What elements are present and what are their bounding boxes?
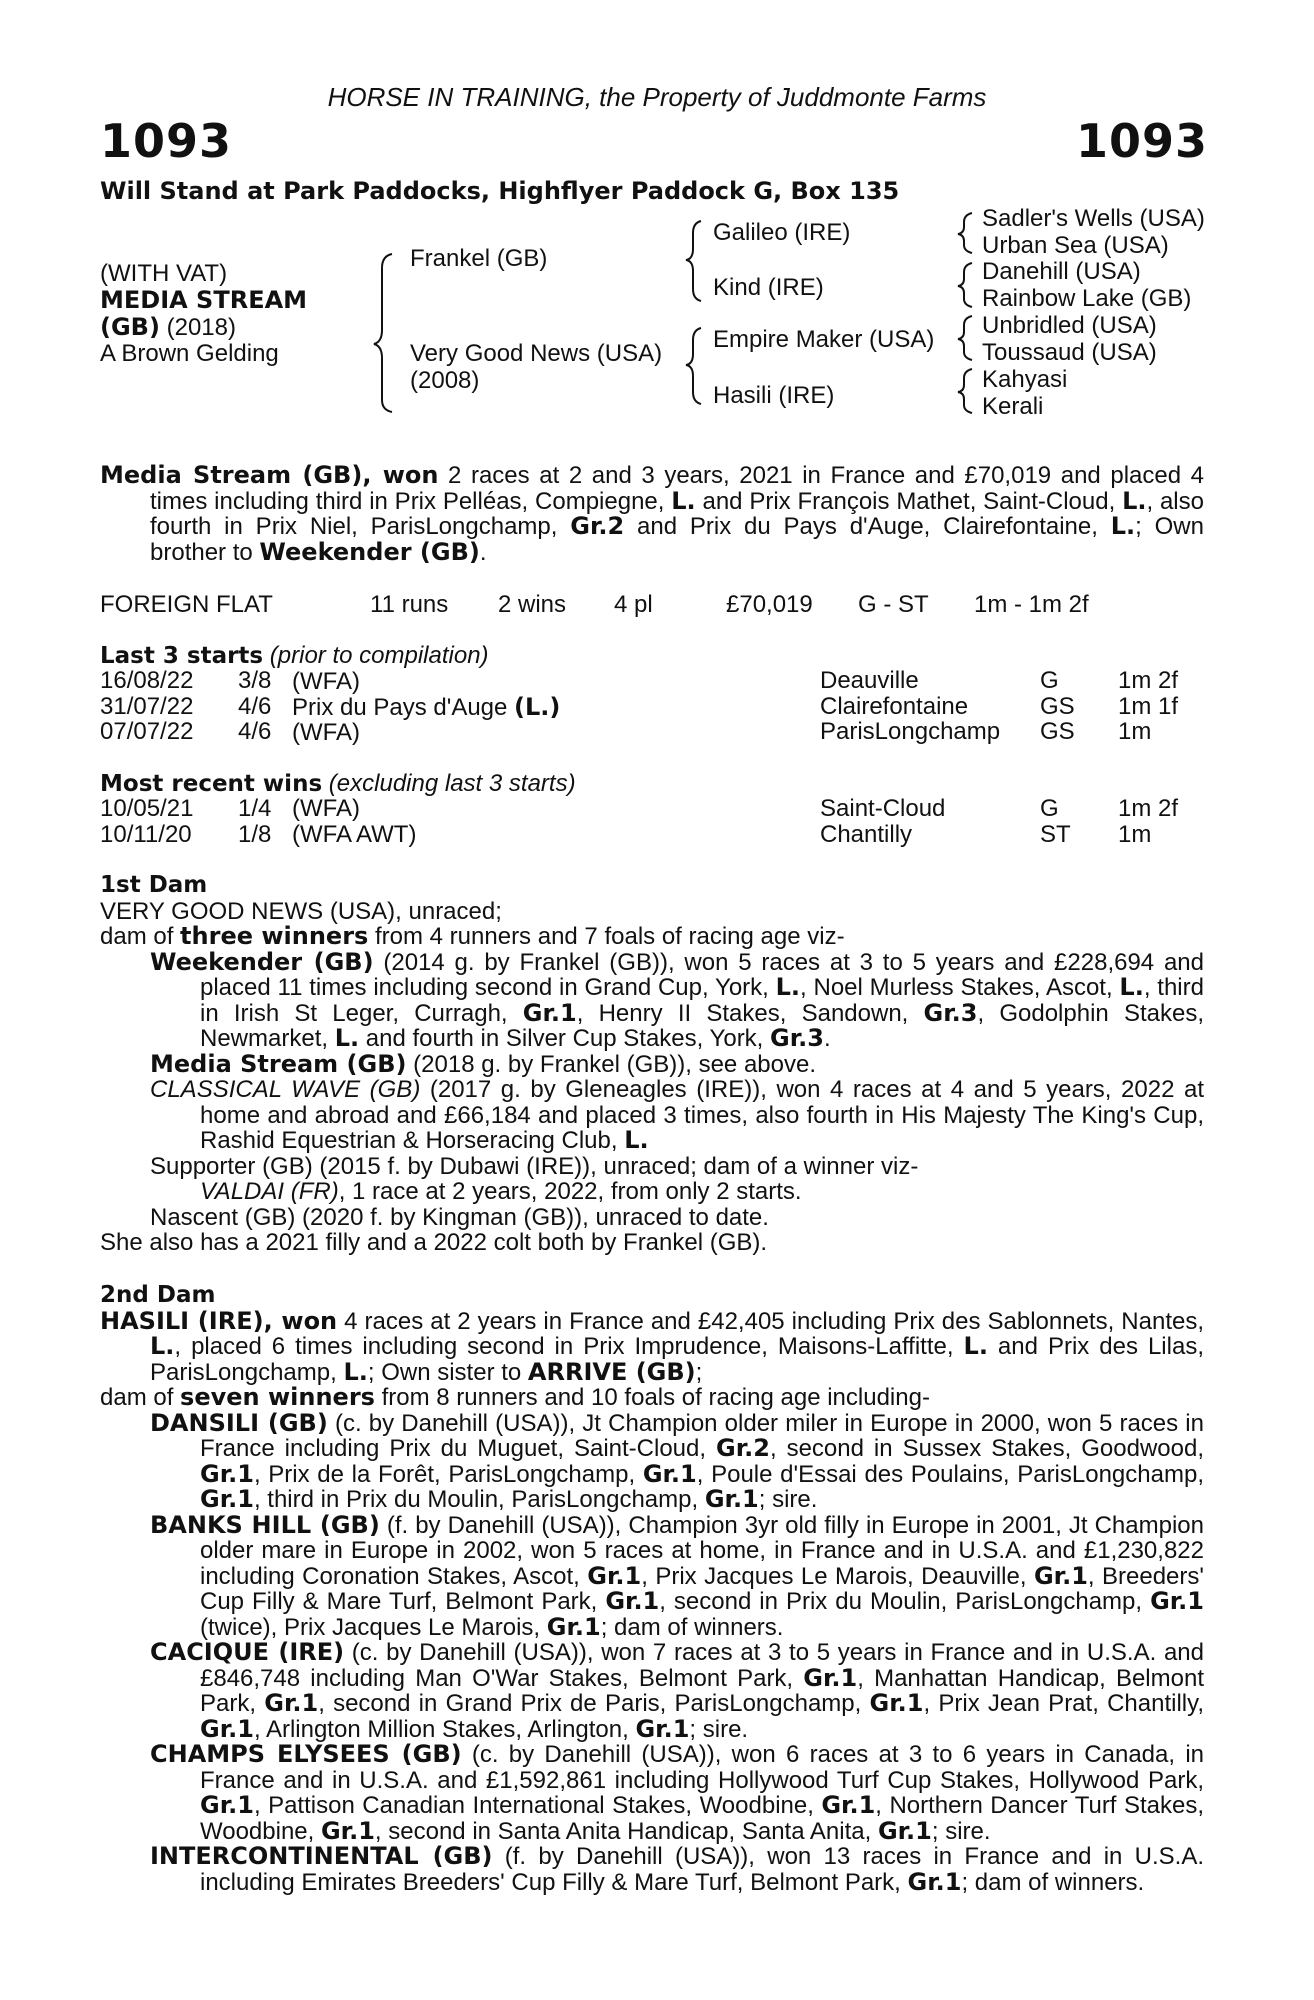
pedigree-dds: Kahyasi <box>982 366 1068 393</box>
row-pos: 1/4 <box>238 795 272 822</box>
progeny-supporter: Supporter (GB) (2015 f. by Dubawi (IRE)), unraced; dam of a winner viz- <box>150 1152 919 1180</box>
second-dam-title: 2nd Dam <box>100 1282 216 1308</box>
progeny-nascent: Nascent (GB) (2020 f. by Kingman (GB)), unraced to date. <box>150 1203 769 1231</box>
row-date: 16/08/22 <box>100 667 194 694</box>
pedigree-sdd: Rainbow Lake (GB) <box>982 285 1192 312</box>
row-going: GS <box>1040 692 1075 720</box>
row-going: G <box>1040 795 1059 822</box>
pedigree-ddd: Kerali <box>982 393 1044 420</box>
horse-origin-year: (GB) (2018) <box>100 313 236 341</box>
pedigree-sds: Danehill (USA) <box>982 258 1141 285</box>
vat-note: (WITH VAT) <box>100 260 228 287</box>
row-pos: 4/6 <box>238 718 272 745</box>
row-pos: 1/8 <box>238 820 272 848</box>
row-race: (WFA) <box>292 668 360 695</box>
progeny-media-stream: Media Stream (GB) (2018 g. by Frankel (GB)), see above. <box>150 1049 817 1078</box>
ff-wins: 2 wins <box>498 591 567 618</box>
row-date: 10/05/21 <box>100 795 194 822</box>
pedigree-sire-sire: Galileo (IRE) <box>713 219 851 246</box>
pedigree-ssd: Urban Sea (USA) <box>982 232 1169 259</box>
ff-distance: 1m - 1m 2f <box>974 591 1089 618</box>
pedigree-dam-dam: Hasili (IRE) <box>713 382 835 409</box>
row-date: 07/07/22 <box>100 718 194 745</box>
progeny-valdai: VALDAI (FR), 1 race at 2 years, 2022, from only 2 starts. <box>200 1178 802 1205</box>
first-dam-title: 1st Dam <box>100 872 208 898</box>
lot-number-right: 1093 <box>1075 114 1208 168</box>
first-dam-section: 1st Dam VERY GOOD NEWS (USA), unraced; dam of three winners from 4 runners and 7 foals of racing age viz- Weekender (GB) (2014 g. by Frankel (GB)), won 5 races at 3 to 5 years and £228,694 and placed 11 times including second in Grand Cup, York, L., Noel Murless Stakes, Ascot, L., third in Irish St Leger, Curragh, Gr.1, Henry II Stakes, Sandown, Gr.3, Godolphin Stakes, Newmarket, L. and fourth in Silver Cup Stakes, York, Gr.3. Media Stream (GB) (2018 g. by Frankel (GB)), see above. CLASSICAL WAVE (GB) (2017 g. by Gleneagles (IRE)), won 4 races at 4 and 5 years, 2022 at home and abroad and £66,184 and placed 3 times, also fourth in His Majesty The King's Cup, Rashid Equestrian & Horseracing Club, L. Supporter (GB) (2015 f. by Dubawi (IRE)), unraced; dam of a winner viz- VALDAI (FR), 1 race at 2 years, 2022, from only 2 starts. Nascent (GB) (2020 f. by Kingman (GB)), unraced to date. She also has a 2021 filly and a 2022 colt both by Frankel (GB). <box>100 872 1205 1256</box>
progeny-banks-hill: BANKS HILL (GB) (f. by Danehill (USA)), Champion 3yr old filly in Europe in 2001, Jt Champion older mare in Europe in 2002, won 5 races at home, in France and in U.S.A. and £1,230,822 including Coronation Stakes, Ascot, Gr.1, Prix Jacques Le Marois, Deauville, Gr.1, Breeders' Cup Filly & Mare Turf, Belmont Park, Gr.1, second in Prix du Moulin, ParisLongchamp, Gr.1 (twice), Prix Jacques Le Marois, Gr.1; dam of winners. <box>150 1510 1204 1641</box>
ff-earnings: £70,019 <box>726 591 813 618</box>
row-going: ST <box>1040 820 1071 848</box>
row-going: GS <box>1040 718 1075 745</box>
row-race: (WFA) <box>292 719 360 746</box>
row-date: 31/07/22 <box>100 692 194 720</box>
ff-runs: 11 runs <box>370 591 449 618</box>
pedigree-dam-sire: Empire Maker (USA) <box>713 326 935 353</box>
ff-label: FOREIGN FLAT <box>100 591 273 618</box>
pedigree-dss: Unbridled (USA) <box>982 312 1157 339</box>
last3-title: Last 3 starts (prior to compilation) <box>100 642 489 669</box>
horse-name: MEDIA STREAM <box>100 286 308 314</box>
pedigree-dam-year: (2008) <box>410 367 480 394</box>
pedigree-dam: Very Good News (USA) <box>410 340 663 367</box>
lot-number-left: 1093 <box>100 114 233 168</box>
row-race: (WFA AWT) <box>292 820 417 848</box>
horse-description: A Brown Gelding <box>100 340 279 367</box>
progeny-classical-wave: CLASSICAL WAVE (GB) (2017 g. by Gleneagles (IRE)), won 4 races at 4 and 5 years, 2022 at home and abroad and £66,184 and placed 3 times, also fourth in His Majesty The King's Cup, Rashid Equestrian & Horseracing Club, L. <box>150 1076 1204 1154</box>
ff-placed: 4 pl <box>614 591 653 618</box>
progeny-weekender: Weekender (GB) (2014 g. by Frankel (GB)), won 5 races at 3 to 5 years and £228,694 and placed 11 times including second in Grand Cup, York, L., Noel Murless Stakes, Ascot, L., third in Irish St Leger, Curragh, Gr.1, Henry II Stakes, Sandown, Gr.3, Godolphin Stakes, Newmarket, L. and fourth in Silver Cup Stakes, York, Gr.3. <box>150 947 1205 1052</box>
pedigree-sss: Sadler's Wells (USA) <box>982 205 1205 232</box>
row-dist: 1m 1f <box>1118 692 1179 720</box>
second-dam-section: 2nd Dam HASILI (IRE), won 4 races at 2 years in France and £42,405 including Prix des Sablonnets, Nantes, L., placed 6 times including second in Prix Imprudence, Maisons-Laffitte, L. and Prix des Lilas, ParisLongchamp, L.; Own sister to ARRIVE (GB); dam of seven winners from 8 runners and 10 foals of racing age including- DANSILI (GB) (c. by Danehill (USA)), Jt Champion older miler in Europe in 2000, won 5 races in France including Prix du Muguet, Saint-Cloud, Gr.2, second in Sussex Stakes, Goodwood, Gr.1, Prix de la Forêt, ParisLongchamp, Gr.1, Poule d'Essai des Poulains, ParisLongchamp, Gr.1, third in Prix du Moulin, ParisLongchamp, Gr.1; sire. BANKS HILL (GB) (f. by Danehill (USA)), Champion 3yr old filly in Europe in 2001, Jt Champion older mare in Europe in 2002, won 5 races at home, in France and in U.S.A. and £1,230,822 including Coronation Stakes, Ascot, Gr.1, Prix Jacques Le Marois, Deauville, Gr.1, Breeders' Cup Filly & Mare Turf, Belmont Park, Gr.1, second in Prix du Moulin, ParisLongchamp, Gr.1 (twice), Prix Jacques Le Marois, Gr.1; dam of winners. CACIQUE (IRE) (c. by Danehill (USA)), won 7 races at 3 to 5 years in France and in U.S.A. and £846,748 including Man O'War Stakes, Belmont Park, Gr.1, Manhattan Handicap, Belmont Park, Gr.1, second in Grand Prix de Paris, ParisLongchamp, Gr.1, Prix Jean Prat, Chantilly, Gr.1, Arlington Million Stakes, Arlington, Gr.1; sire. CHAMPS ELYSEES (GB) (c. by Danehill (USA)), won 6 races at 3 to 6 years in Canada, in France and in U.S.A. and £1,592,861 including Hollywood Turf Cup Stakes, Hollywood Park, Gr.1, Pattison Canadian International Stakes, Woodbine, Gr.1, Northern Dancer Turf Stakes, Woodbine, Gr.1, second in Santa Anita Handicap, Santa Anita, Gr.1; sire. INTERCONTINENTAL (GB) (f. by Danehill (USA)), won 13 races in France and in U.S.A. including Emirates Breeders' Cup Filly & Mare Turf, Belmont Park, Gr.1; dam of winners. <box>100 1282 1205 1896</box>
row-going: G <box>1040 667 1059 694</box>
hasili-record: HASILI (IRE), won 4 races at 2 years in France and £42,405 including Prix des Sablonnets, Nantes, L., placed 6 times including second in Prix Imprudence, Maisons-Laffitte, L. and Prix des Lilas, ParisLongchamp, L.; Own sister to ARRIVE (GB); <box>100 1306 1205 1386</box>
catalogue-header: HORSE IN TRAINING, the Property of Juddmonte Farms <box>327 82 987 112</box>
pedigree-dsd: Toussaud (USA) <box>982 339 1157 366</box>
row-course: ParisLongchamp <box>820 718 1001 745</box>
row-date: 10/11/20 <box>100 820 192 848</box>
progeny-intercontinental: INTERCONTINENTAL (GB) (f. by Danehill (USA)), won 13 races in France and in U.S.A. including Emirates Breeders' Cup Filly & Mare Turf, Belmont Park, Gr.1; dam of winners. <box>150 1842 1205 1896</box>
pedigree-sire: Frankel (GB) <box>410 245 548 272</box>
row-race: (WFA) <box>292 795 360 822</box>
race-summary: Media Stream (GB), won 2 races at 2 and 3 years, 2021 in France and £70,019 and placed 4 times including third in Prix Pelléas, Compiegne, L. and Prix François Mathet, Saint-Cloud, L., also fourth in Prix Niel, ParisLongchamp, Gr.2 and Prix du Pays d'Auge, Clairefontaine, L.; Own brother to Weekender (GB). <box>100 461 1205 566</box>
row-course: Chantilly <box>820 820 913 848</box>
row-dist: 1m <box>1118 820 1152 848</box>
row-course: Saint-Cloud <box>820 795 946 822</box>
pedigree-sire-dam: Kind (IRE) <box>713 274 824 301</box>
progeny-dansili: DANSILI (GB) (c. by Danehill (USA)), Jt Champion older miler in Europe in 2000, won 5 races in France including Prix du Muguet, Saint-Cloud, Gr.2, second in Sussex Stakes, Goodwood, Gr.1, Prix de la Forêt, ParisLongchamp, Gr.1, Poule d'Essai des Poulains, ParisLongchamp, Gr.1, third in Prix du Moulin, ParisLongchamp, Gr.1; sire. <box>150 1408 1204 1513</box>
stand-location: Will Stand at Park Paddocks, Highflyer Paddock G, Box 135 <box>100 177 900 205</box>
row-course: Clairefontaine <box>820 692 969 720</box>
recent-wins-title: Most recent wins (excluding last 3 starts) <box>100 770 576 797</box>
row-dist: 1m 2f <box>1118 667 1179 694</box>
progeny-cacique: CACIQUE (IRE) (c. by Danehill (USA)), won 7 races at 3 to 5 years in France and in U.S.A. and £846,748 including Man O'War Stakes, Belmont Park, Gr.1, Manhattan Handicap, Belmont Park, Gr.1, second in Grand Prix de Paris, ParisLongchamp, Gr.1, Prix Jean Prat, Chantilly, Gr.1, Arlington Million Stakes, Arlington, Gr.1; sire. <box>150 1638 1205 1743</box>
row-pos: 3/8 <box>238 667 272 694</box>
row-dist: 1m <box>1118 718 1152 745</box>
row-pos: 4/6 <box>238 692 272 720</box>
row-course: Deauville <box>820 667 919 694</box>
ff-going: G - ST <box>858 591 929 618</box>
progeny-champs-elysees: CHAMPS ELYSEES (GB) (c. by Danehill (USA)), won 6 races at 3 to 6 years in Canada, in France and in U.S.A. and £1,592,861 including Hollywood Turf Cup Stakes, Hollywood Park, Gr.1, Pattison Canadian International Stakes, Woodbine, Gr.1, Northern Dancer Turf Stakes, Woodbine, Gr.1, second in Santa Anita Handicap, Santa Anita, Gr.1; sire. <box>150 1740 1205 1845</box>
row-dist: 1m 2f <box>1118 795 1179 822</box>
row-race: Prix du Pays d'Auge (L.) <box>292 692 561 721</box>
